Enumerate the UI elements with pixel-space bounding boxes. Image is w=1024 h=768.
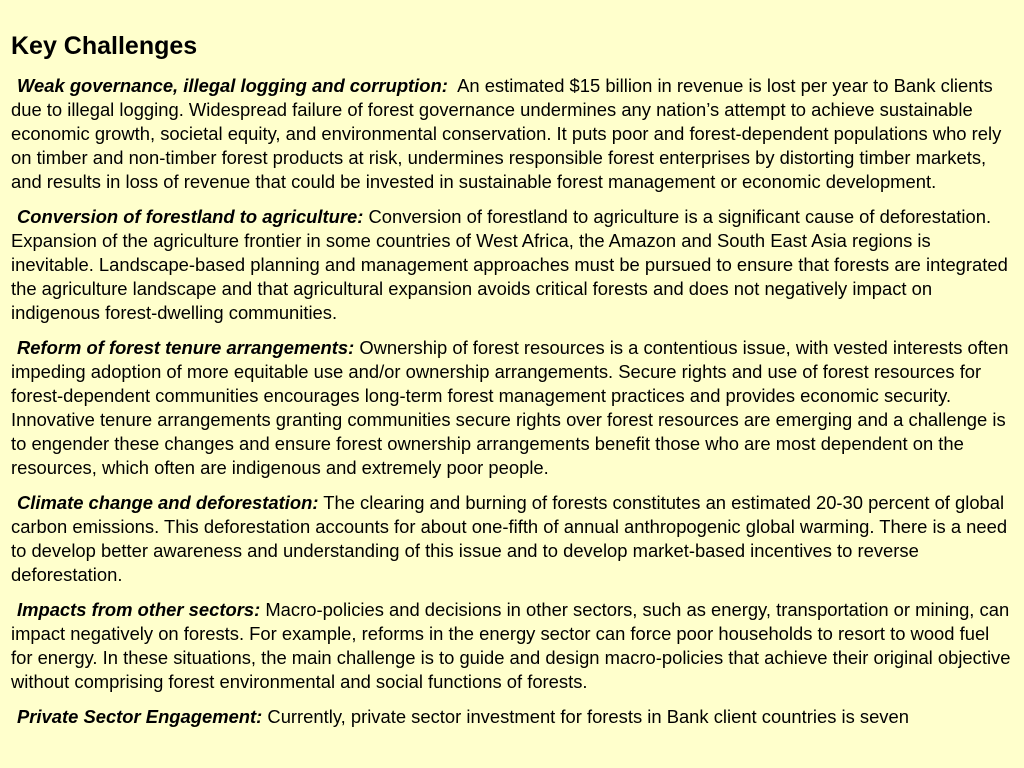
- section-private-sector: [11, 705, 1014, 729]
- section-tenure-reform: [11, 336, 1014, 480]
- page-title: Key Challenges: [11, 32, 198, 60]
- section-body: An estimated $15 billion in revenue is lost per year to Bank clients due to illegal logging. Widespread failure of forest governance undermines any nation’s attempt to achieve sustainable economic growth, societal equity, and environmental conservation. It puts poor and forest-dependent populations who rely on timber and non-timber forest products at risk, undermines responsible forest enterprises by distorting timber markets, and results in loss of revenue that could be invested in sustainable forest management or economic development.: [11, 75, 1002, 192]
- section-body: Ownership of forest resources is a contentious issue, with vested interests often impeding adoption of more equitable use and/or ownership arrangements. Secure rights and use of forest resources for forest-dependent communities encourages long-term forest management practices and provides economic security. Innovative tenure arrangements granting communities secure rights over forest resources are emerging and a challenge is to engender these changes and ensure forest ownership arrangements benefit those who are most dependent on the resources, which often are indigenous and extremely poor people.: [11, 337, 1009, 478]
- section-heading: Conversion of forestland to agriculture:: [17, 206, 364, 227]
- section-heading: Impacts from other sectors:: [17, 599, 261, 620]
- section-heading: Climate change and deforestation:: [17, 492, 319, 513]
- section-other-sectors: [11, 598, 1014, 694]
- section-agriculture-conversion: [11, 205, 1014, 325]
- section-heading: Weak governance, illegal logging and corruption:: [17, 75, 448, 96]
- section-governance: [11, 74, 1014, 194]
- section-heading: Reform of forest tenure arrangements:: [17, 337, 355, 358]
- section-body: Conversion of forestland to agriculture is a significant cause of deforestation. Expansion of the agriculture frontier in some countries of West Africa, the Amazon and South East Asia regions is inevitable. Landscape-based planning and management approaches must be pursued to ensure that forests are integrated the agriculture landscape and that agricultural expansion avoids critical forests and does not negatively impact on indigenous forest-dwelling communities.: [11, 206, 1008, 323]
- section-body: Macro-policies and decisions in other sectors, such as energy, transportation or mining, can impact negatively on forests. For example, reforms in the energy sector can force poor households to resort to wood fuel for energy. In these situations, the main challenge is to guide and design macro-policies that achieve their original objective without comprising forest environmental and social functions of forests.: [11, 599, 1011, 692]
- section-body: Currently, private sector investment for forests in Bank client countries is seven: [262, 706, 909, 727]
- section-heading: Private Sector Engagement:: [17, 706, 263, 727]
- section-climate-change: [11, 491, 1014, 587]
- section-body: The clearing and burning of forests constitutes an estimated 20-30 percent of global carbon emissions. This deforestation accounts for about one-fifth of annual anthropogenic global warming. There is a need to develop better awareness and understanding of this issue and to develop market-based incentives to reverse deforestation.: [11, 492, 1008, 585]
